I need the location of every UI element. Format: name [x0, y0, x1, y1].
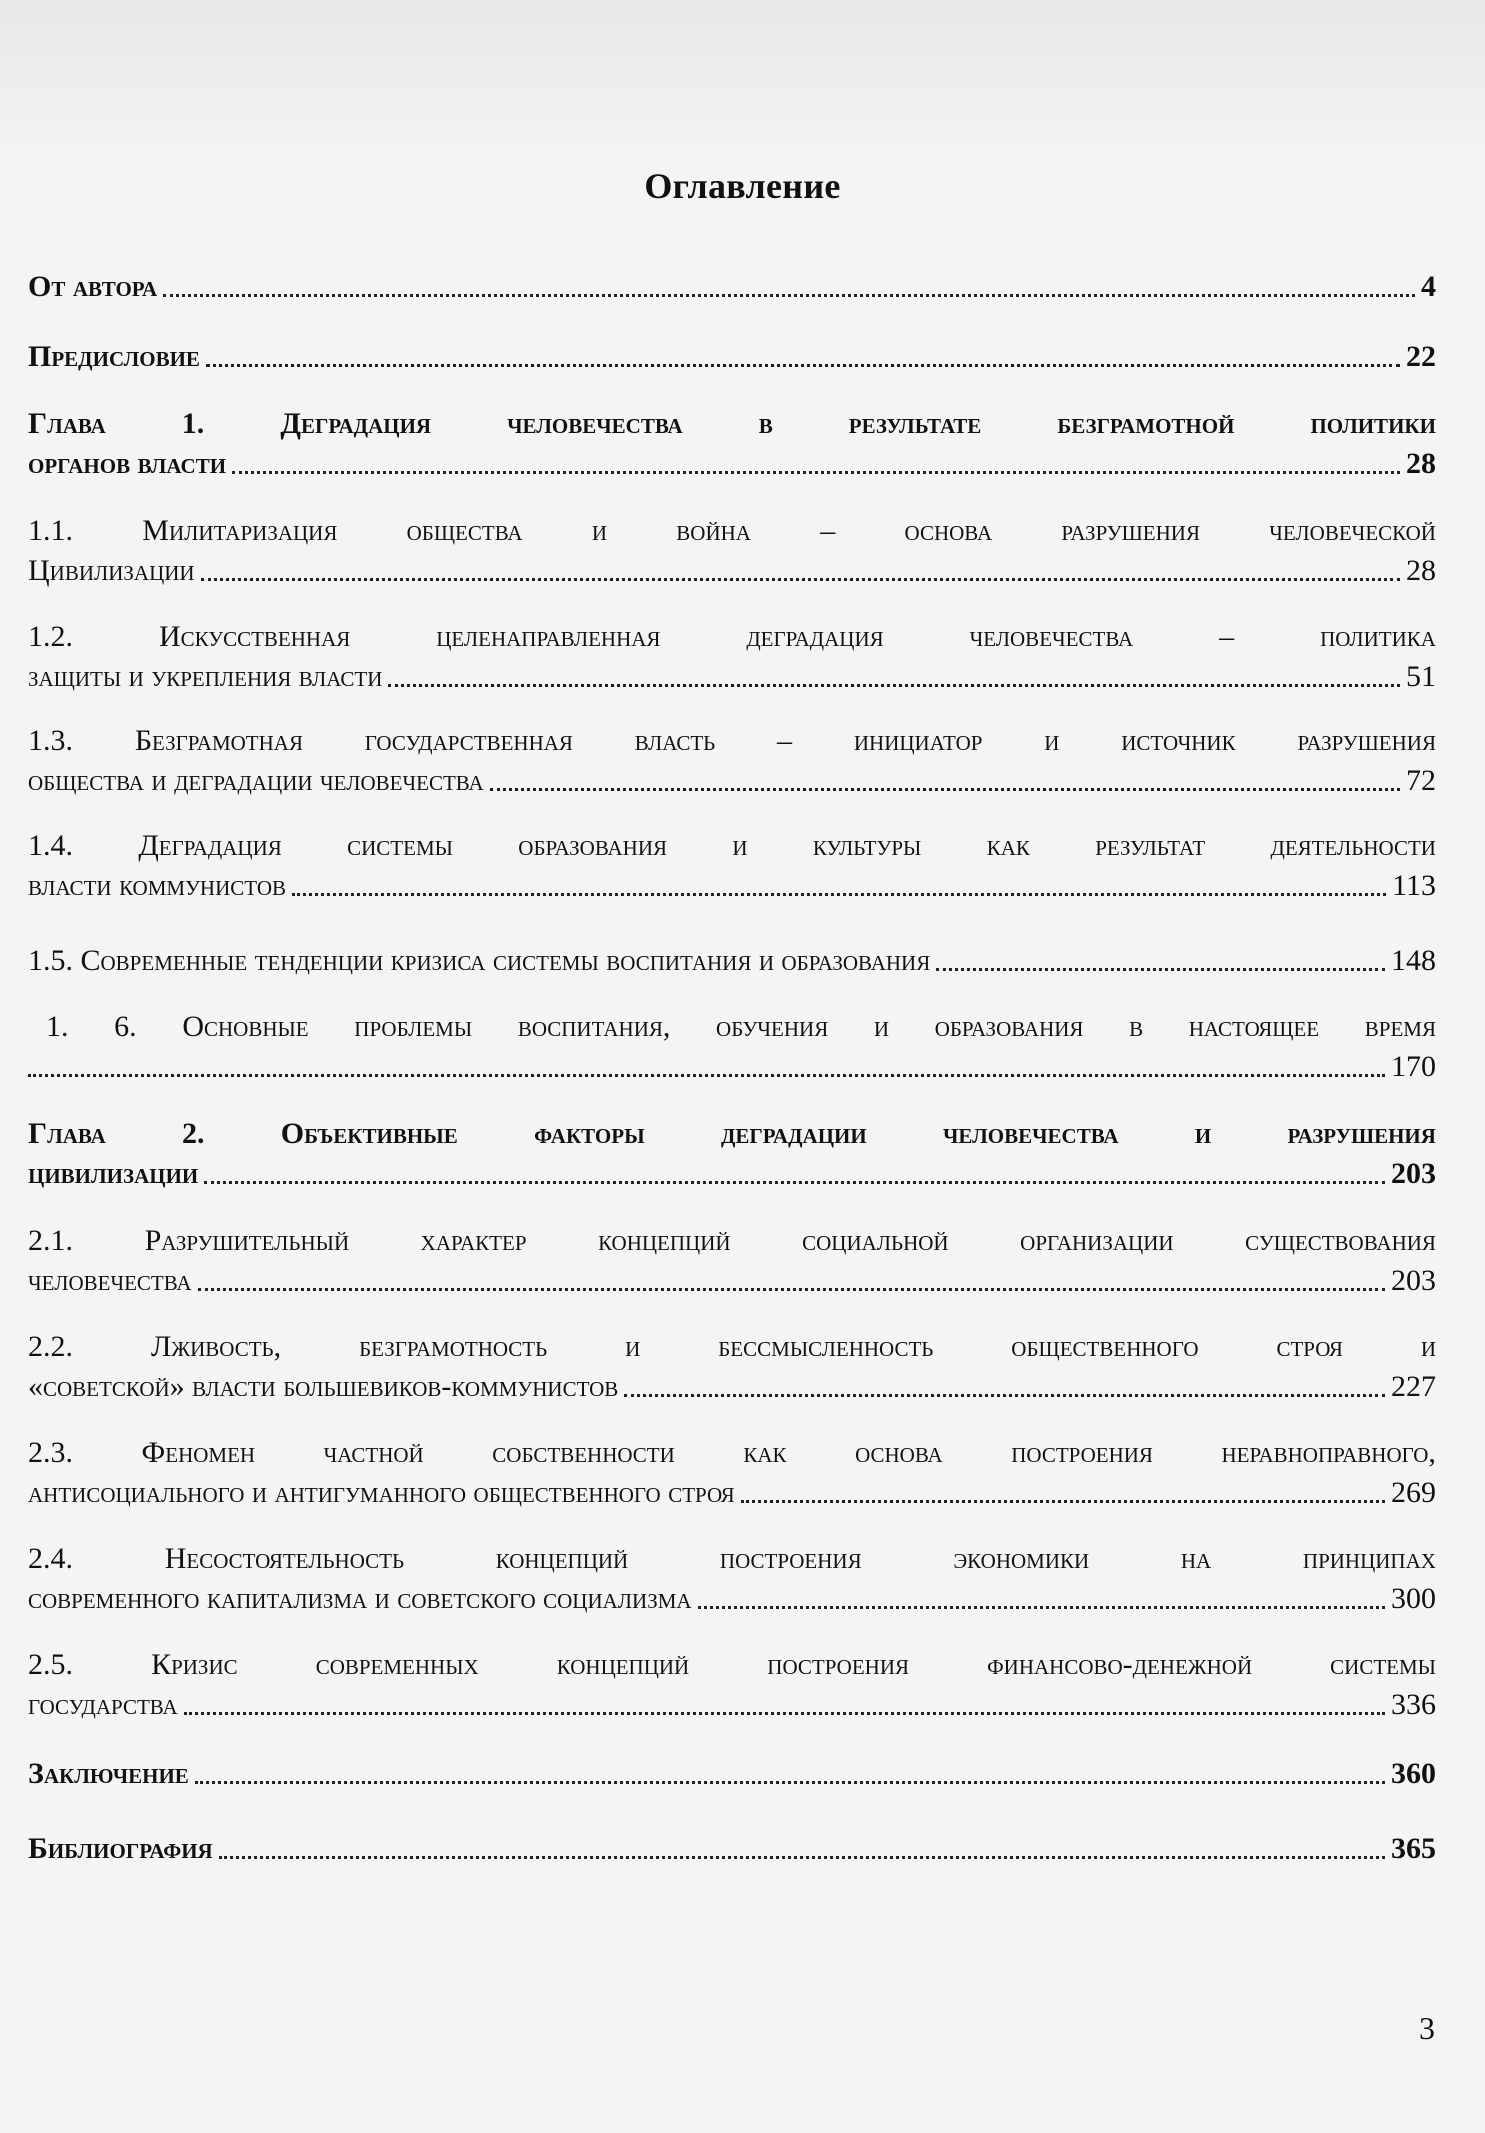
toc-entry [28, 1686, 1436, 1724]
toc-entry-word: Милитаризация [142, 514, 338, 547]
dot-leader [741, 1499, 1385, 1503]
toc-entry-line [28, 1646, 1436, 1684]
dot-leader [198, 1287, 1385, 1291]
toc-entry-word: и [625, 1330, 641, 1363]
toc-entry-word: в [758, 407, 773, 440]
toc-entry-word: государственная [364, 724, 573, 757]
toc-entry-word: как [986, 829, 1030, 862]
toc-entry-word: результат [1095, 829, 1206, 862]
toc-entry-line [28, 1222, 1436, 1260]
toc-entry-word: – [777, 724, 793, 757]
toc-entry-word: Глава [28, 1117, 106, 1150]
toc-entry [28, 338, 1436, 376]
toc-entry-word: 1.2. [28, 620, 73, 653]
toc-entry-page: 4 [1421, 270, 1436, 303]
toc-entry-word: Кризис [151, 1648, 238, 1681]
toc-entry [28, 1368, 1436, 1406]
toc-entry-word: война [676, 514, 751, 547]
dot-leader [292, 892, 1386, 896]
dot-leader [624, 1393, 1385, 1397]
toc-entry-word: настоящее [1188, 1010, 1320, 1043]
toc-entry [28, 1830, 1436, 1868]
toc-entry-word: 6. [114, 1010, 137, 1043]
toc-entry-page: 300 [1391, 1582, 1436, 1615]
toc-entry-title: 1.5. Современные тенденции кризиса системы воспитания и образования [28, 944, 931, 977]
toc-entry-word: результате [848, 407, 982, 440]
dot-leader [232, 470, 1400, 474]
toc-entry-word: – [820, 514, 836, 547]
toc-entry-title: государства [28, 1688, 178, 1721]
toc-entry-word: деградация [746, 620, 884, 653]
toc-entry-line [28, 1540, 1436, 1578]
toc-entry [28, 445, 1436, 483]
toc-entry-word: Деградация [280, 407, 432, 440]
toc-entry-word: построения [1011, 1436, 1153, 1469]
toc-entry-page: 28 [1406, 554, 1436, 587]
dot-leader [163, 293, 1415, 297]
toc-entry-word: проблемы [354, 1010, 473, 1043]
toc-entry-word: характер [420, 1224, 527, 1257]
toc-entry-word: и [1044, 724, 1060, 757]
toc-entry-word: обучения [716, 1010, 829, 1043]
toc-entry-word: время [1364, 1010, 1436, 1043]
toc-entry-word: и [591, 514, 608, 547]
toc-entry-word: общественного [1011, 1330, 1199, 1363]
toc-entry [28, 1755, 1436, 1793]
toc-entry-page: 113 [1392, 869, 1436, 902]
toc-entry-word: экономики [953, 1542, 1090, 1575]
toc-entry-word: инициатор [853, 724, 983, 757]
toc-entry-title: антисоциального и антигуманного общественного строя [28, 1476, 735, 1509]
toc-entry-word: 2.5. [28, 1648, 73, 1681]
toc-entry-word: образования [518, 829, 668, 862]
toc-entry-word: собственности [492, 1436, 675, 1469]
toc-entry-word: на [1180, 1542, 1212, 1575]
toc-entry-word: Безграмотная [134, 724, 303, 757]
toc-entry-word: построения [767, 1648, 909, 1681]
toc-entry-title: Предисловие [28, 340, 200, 373]
toc-entry-word: неравноправного, [1221, 1436, 1436, 1469]
toc-entry-word: и [1420, 1330, 1436, 1363]
toc-entry-page: 227 [1391, 1370, 1436, 1403]
toc-entry-word: и [873, 1010, 890, 1043]
toc-entry-word: человечества [507, 407, 683, 440]
toc-entry-word: безграмотность [359, 1330, 548, 1363]
toc-entry-word: бессмысленность [718, 1330, 934, 1363]
toc-entry-word: 2.1. [28, 1224, 73, 1257]
toc-entry-word: разрушения [1297, 724, 1436, 757]
toc-entry-word: Деградация [138, 829, 282, 862]
toc-entry-word: 2. [182, 1117, 205, 1150]
toc-entry-word: принципах [1302, 1542, 1436, 1575]
toc-entry-word: в [1129, 1010, 1144, 1043]
toc-entry-word: – [1219, 620, 1235, 653]
toc-entry-word: деятельности [1270, 829, 1436, 862]
toc-entry-word: деградации [720, 1117, 867, 1150]
toc-entry-word: Основные [182, 1010, 309, 1043]
toc-entry-word: 1.1. [28, 514, 73, 547]
toc-entry-line [46, 1008, 1436, 1046]
toc-entry-word: строя [1276, 1330, 1343, 1363]
toc-entry-word: политика [1320, 620, 1436, 653]
toc-entry-word: социальной [802, 1224, 949, 1257]
toc-entry-word: разрушения [1061, 514, 1200, 547]
dot-leader [184, 1711, 1385, 1715]
toc-entry-title: власти коммунистов [28, 869, 286, 902]
toc-entry-word: 1.4. [28, 829, 73, 862]
toc-entry-word: Феномен [141, 1436, 256, 1469]
toc-entry-page: 269 [1391, 1476, 1436, 1509]
toc-entry-word: Лживость, [150, 1330, 282, 1363]
toc-entry-word: человечества [942, 1117, 1119, 1150]
toc-entry-word: концепций [556, 1648, 690, 1681]
toc-entry-line [28, 405, 1436, 443]
toc-entry-word: 2.4. [28, 1542, 73, 1575]
toc-entry [28, 1474, 1436, 1512]
toc-entry-word: построения [719, 1542, 862, 1575]
dot-leader [206, 363, 1400, 367]
toc-entry-title: защиты и укрепления власти [28, 660, 383, 693]
toc-entry-page: 72 [1406, 764, 1436, 797]
toc-entry-word: частной [323, 1436, 424, 1469]
dot-leader [490, 787, 1400, 791]
toc-entry-word: Объективные [280, 1117, 458, 1150]
toc-entry-page: 336 [1391, 1688, 1436, 1721]
dot-leader [388, 683, 1400, 687]
toc-entry-line [28, 1328, 1436, 1366]
toc-entry-title: Цивилизации [28, 554, 195, 587]
dot-leader [195, 1780, 1385, 1784]
dot-leader [698, 1605, 1385, 1609]
dot-leader [936, 967, 1385, 971]
dot-leader [201, 577, 1400, 581]
toc-entry-word: концепций [495, 1542, 629, 1575]
toc-entry-title: современного капитализма и советского социализма [28, 1582, 692, 1615]
toc-entry-page: 22 [1406, 340, 1436, 373]
toc-entry [28, 867, 1436, 905]
toc-entry [28, 658, 1436, 696]
toc-entry-word: концепций [598, 1224, 731, 1257]
toc-entry-page: 360 [1391, 1757, 1436, 1790]
toc-entry-word: 2.2. [28, 1330, 73, 1363]
toc-entry-page: 203 [1391, 1264, 1436, 1297]
toc-entry [28, 1262, 1436, 1300]
toc-entry-word: финансово-денежной [987, 1648, 1253, 1681]
dot-leader [28, 1073, 1385, 1077]
toc-entry-title: общества и деградации человечества [28, 764, 484, 797]
toc-entry-word: разрушения [1287, 1117, 1436, 1150]
dot-leader [204, 1180, 1385, 1184]
toc-entry-word: воспитания, [517, 1010, 671, 1043]
toc-entry-word: культуры [812, 829, 922, 862]
toc-entry-line [28, 1115, 1436, 1153]
toc-entry-word: Несостоятельность [164, 1542, 405, 1575]
toc-entry-page: 148 [1391, 944, 1436, 977]
toc-entry-page: 28 [1406, 447, 1436, 480]
toc-entry-page: 365 [1391, 1832, 1436, 1865]
toc-entry-title: человечества [28, 1264, 192, 1297]
toc-entry-title: «советской» власти большевиков-коммунистов [28, 1370, 619, 1403]
toc-entry-word: человеческой [1269, 514, 1436, 547]
toc-entry-line [28, 722, 1436, 760]
toc-entry-word: образования [934, 1010, 1084, 1043]
toc-entry-word: 2.3. [28, 1436, 73, 1469]
toc-entry-word: и [732, 829, 748, 862]
toc-entry-word: современных [315, 1648, 479, 1681]
toc-entry-word: системы [347, 829, 453, 862]
toc-heading: Оглавление [644, 166, 841, 206]
toc-entry-title: Заключение [28, 1757, 189, 1790]
page-number: 3 [1419, 2010, 1435, 2046]
toc-entry-word: целенаправленная [436, 620, 661, 653]
toc-entry-title: От автора [28, 270, 158, 303]
dot-leader [219, 1855, 1385, 1859]
toc-entry-word: и [1194, 1117, 1212, 1150]
toc-entry [28, 268, 1436, 306]
toc-entry-word: факторы [534, 1117, 645, 1150]
toc-entry-word: Разрушительный [144, 1224, 350, 1257]
toc-entry-line [28, 512, 1436, 550]
toc-entry-word: политики [1310, 407, 1436, 440]
toc-entry-page: 170 [1391, 1050, 1436, 1083]
toc-entry-word: власть [634, 724, 716, 757]
toc-entry-title: Библиография [28, 1832, 213, 1865]
toc-entry [28, 1048, 1436, 1086]
toc-entry-page: 51 [1406, 660, 1436, 693]
toc-entry-word: безграмотной [1057, 407, 1235, 440]
toc-entry-word: 1. [46, 1010, 69, 1043]
toc-entry-word: 1.3. [28, 724, 73, 757]
toc-entry-word: Искусственная [158, 620, 351, 653]
toc-entry-word: общества [406, 514, 523, 547]
toc-entry-word: системы [1330, 1648, 1436, 1681]
toc-entry-word: основа [855, 1436, 943, 1469]
toc-entry [28, 552, 1436, 590]
toc-entry-word: источник [1121, 724, 1236, 757]
toc-entry-line [28, 1434, 1436, 1472]
toc-entry-word: человечества [969, 620, 1134, 653]
toc-entry [28, 1155, 1436, 1193]
toc-entry-title: органов власти [28, 447, 227, 480]
toc-entry-word: существования [1245, 1224, 1436, 1257]
toc-entry-title: цивилизации [28, 1157, 199, 1190]
toc-entry-line [28, 618, 1436, 656]
toc-entry-word: как [743, 1436, 787, 1469]
toc-entry [28, 942, 1436, 980]
toc-entry-word: организации [1020, 1224, 1174, 1257]
toc-entry-line [28, 827, 1436, 865]
toc-entry [28, 762, 1436, 800]
toc-entry-page: 203 [1391, 1157, 1436, 1190]
toc-entry-word: 1. [181, 407, 205, 440]
toc-entry [28, 1580, 1436, 1618]
toc-entry-word: основа [904, 514, 993, 547]
toc-entry-word: Глава [28, 407, 106, 440]
